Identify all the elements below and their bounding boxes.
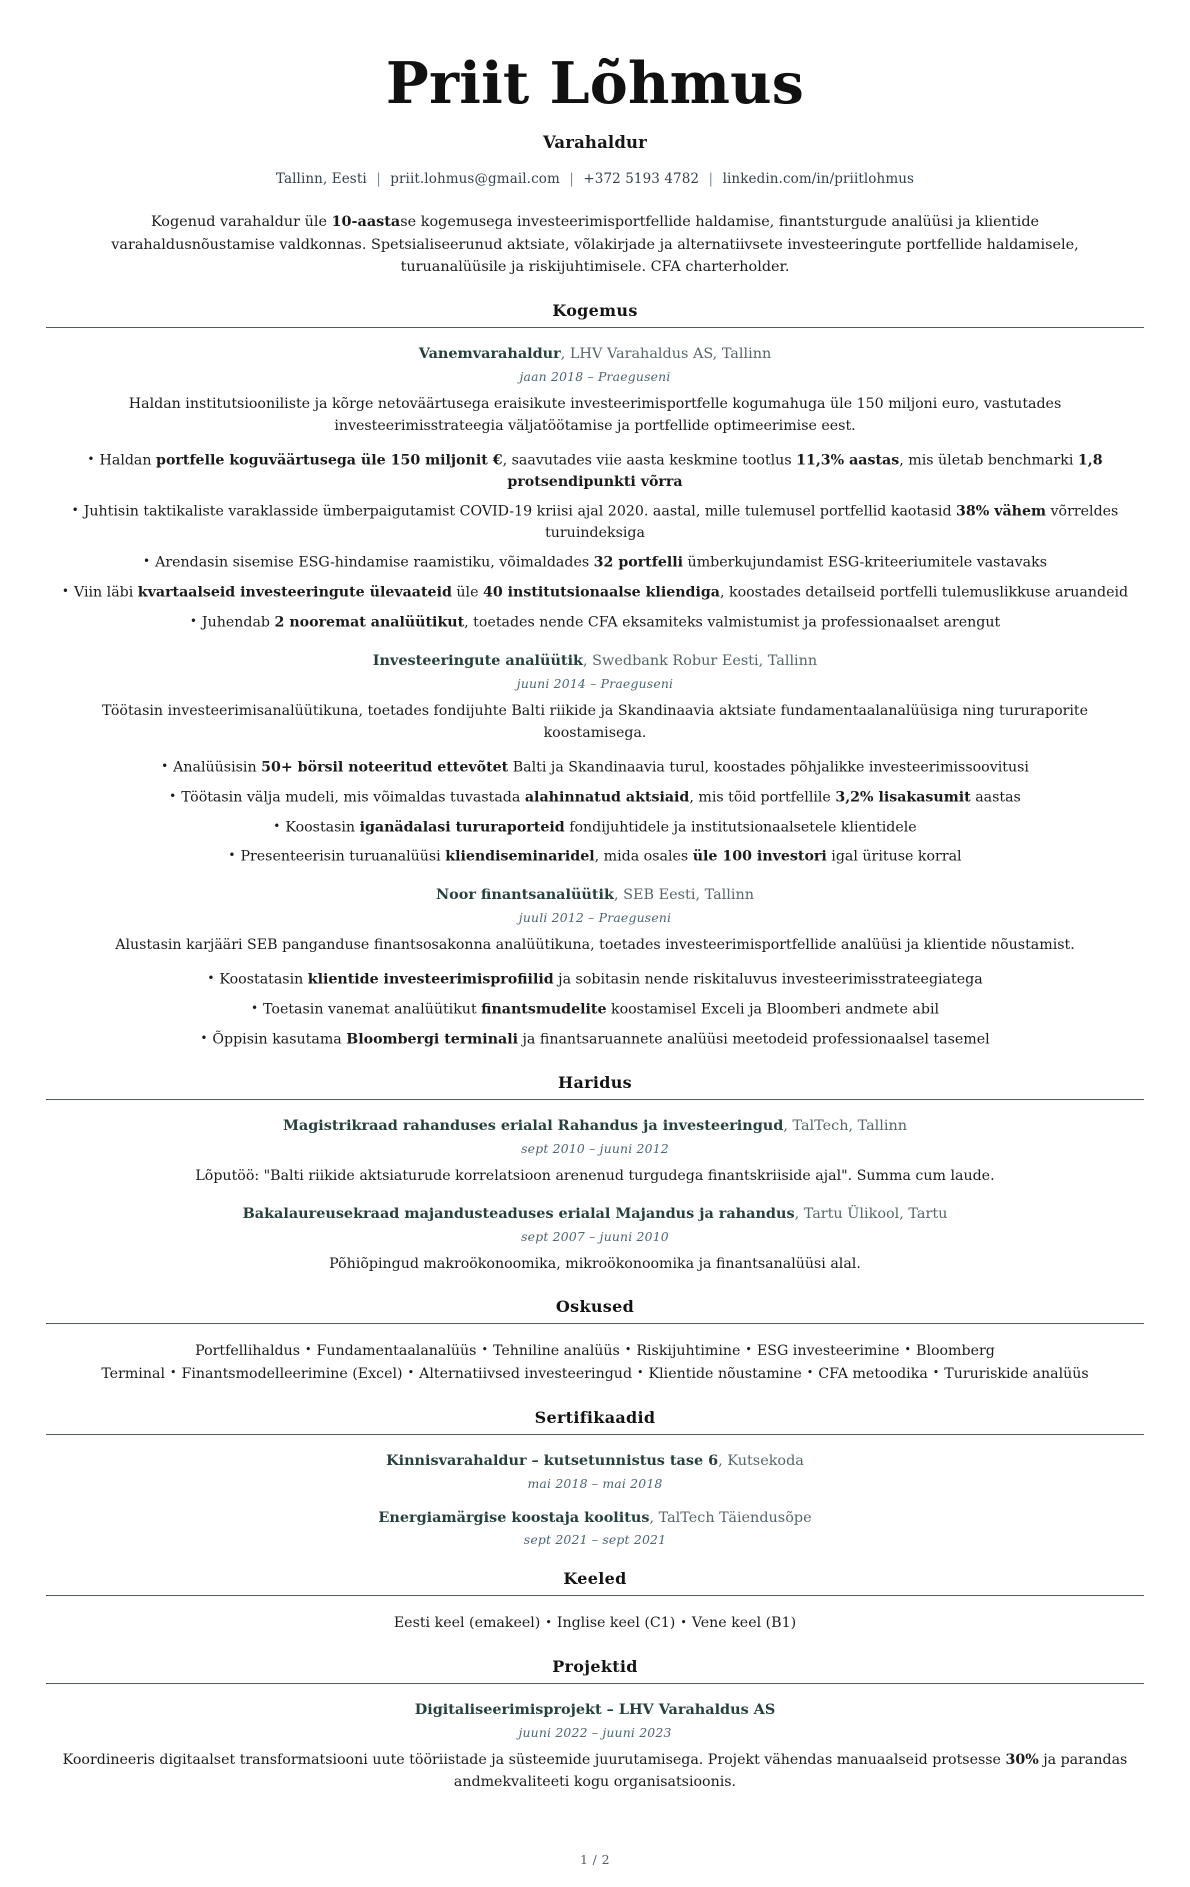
section-projects	[46, 1657, 1144, 1793]
list-item: Klientide nõustamine	[648, 1365, 802, 1382]
list-item: • Analüüsisin 50+ börsil noteeritud ettevõtet Balti ja Skandinaavia turul, koostades põhjalikke investeerimissoovitusi	[46, 757, 1144, 779]
entry-bullet-list	[46, 450, 1144, 634]
entry-role: Investeeringute analüütik	[372, 651, 584, 669]
section-divider	[46, 1323, 1144, 1324]
resume-entry	[46, 1508, 1144, 1548]
resume-entry	[46, 1700, 1144, 1793]
entry-organization: , TalTech Täiendusõpe	[649, 1509, 812, 1526]
contact-linkedin[interactable]: linkedin.com/in/priitlohmus	[722, 170, 915, 187]
section-divider	[46, 1099, 1144, 1100]
list-item: • Töötasin välja mudeli, mis võimaldas tuvastada alahinnatud aktsiaid, mis tõid portfellile 3,2% lisakasumit aastas	[46, 787, 1144, 809]
list-item: Inglise keel (C1)	[556, 1615, 676, 1632]
entry-description: Koordineeris digitaalset transformatsiooni uute tööriistade ja süsteemide juurutamisega. Projekt vähendas manuaalseid protsesse 30% ja parandas andmekvaliteeti kogu organisatsioonis.	[62, 1752, 1128, 1791]
list-item: Fundamentaalanalüüs	[316, 1342, 477, 1359]
bullet-separator-icon: •	[904, 1343, 912, 1357]
section-divider	[46, 327, 1144, 328]
resume-entry	[46, 1204, 1144, 1275]
bullet-separator-icon: •	[745, 1343, 752, 1357]
entry-headline	[46, 1508, 1144, 1529]
entry-dates: sept 2010 – juuni 2012	[521, 1140, 669, 1156]
job-title-subtitle: Varahaldur	[542, 132, 648, 152]
entry-headline	[46, 1451, 1144, 1472]
list-item: Tehniline analüüs	[492, 1342, 620, 1359]
section-experience	[46, 301, 1144, 1051]
contact-line	[46, 171, 1144, 187]
certificate-entries	[46, 1451, 1144, 1548]
list-item: • Arendasin sisemise ESG-hindamise raamistiku, võimaldades 32 portfelli ümberkujundamist ESG-kriteeriumitele vastavaks	[46, 552, 1144, 574]
contact-phone[interactable]: +372 5193 4782	[583, 170, 700, 187]
entry-bullet-list	[46, 757, 1144, 868]
section-heading-languages: Keeled	[563, 1569, 627, 1589]
section-heading-projects: Projektid	[552, 1657, 638, 1677]
bullet-separator-icon: •	[169, 1366, 177, 1380]
bullet-separator-icon: •	[481, 1343, 488, 1357]
resume-entry	[46, 885, 1144, 1050]
bullet-separator-icon: •	[680, 1615, 687, 1629]
entry-organization: , LHV Varahaldus AS, Tallinn	[560, 346, 772, 363]
entry-headline	[46, 1700, 1144, 1721]
entry-dates: sept 2007 – juuni 2010	[521, 1228, 669, 1244]
entry-role: Kinnisvarahaldur – kutsetunnistus tase 6	[386, 1451, 719, 1469]
entry-dates: juuli 2012 – Praeguseni	[518, 910, 672, 926]
entry-headline	[46, 651, 1144, 672]
list-item: Riskijuhtimine	[636, 1342, 741, 1359]
section-certificates	[46, 1408, 1144, 1548]
section-languages	[46, 1569, 1144, 1635]
list-item: • Juhendab 2 nooremat analüütikut, toetades nende CFA eksamiteks valmistumist ja professionaalset arengut	[46, 612, 1144, 634]
project-entries	[46, 1700, 1144, 1793]
entry-headline	[46, 344, 1144, 365]
entry-role: Vanemvarahaldur	[418, 345, 561, 363]
entry-organization: , Tartu Ülikool, Tartu	[794, 1205, 948, 1222]
skills-list	[46, 1340, 1144, 1386]
list-item: • Viin läbi kvartaalseid investeeringute ülevaateid üle 40 institutsionaalse kliendiga, koostades detailseid portfelli tulemuslikkuse aruandeid	[46, 582, 1144, 604]
section-heading-certificates: Sertifikaadid	[534, 1407, 656, 1427]
contact-email[interactable]: priit.lohmus@gmail.com	[390, 170, 560, 187]
bullet-separator-icon: •	[637, 1366, 644, 1380]
section-heading-experience: Kogemus	[552, 301, 638, 321]
entry-dates: mai 2018 – mai 2018	[527, 1475, 663, 1491]
contact-separator-1: |	[376, 170, 381, 187]
section-divider	[46, 1434, 1144, 1435]
entry-organization: , Swedbank Robur Eesti, Tallinn	[583, 652, 818, 669]
list-item: • Õppisin kasutama Bloombergi terminali ja finantsaruannete analüüsi meetodeid professionaalsel tasemel	[46, 1029, 1144, 1051]
bullet-separator-icon: •	[545, 1615, 552, 1629]
resume-entry	[46, 1116, 1144, 1187]
contact-location: Tallinn, Eesti	[275, 170, 367, 187]
list-item: Alternatiivsed investeeringud	[419, 1365, 633, 1382]
list-item: Finantsmodelleerimine (Excel)	[181, 1365, 403, 1382]
list-item: Eesti keel (emakeel)	[393, 1615, 541, 1632]
entry-description: Lõputöö: "Balti riikide aktsiaturude korrelatsioon arenenud turgudega finantskriiside ajal". Summa cum laude.	[195, 1167, 995, 1184]
entry-role: Energiamärgise koostaja koolitus	[378, 1508, 650, 1526]
page-title: Priit Lõhmus	[385, 50, 805, 117]
entry-description: Haldan institutsiooniliste ja kõrge netoväärtusega eraisikute investeerimisportfelle kogumahuga üle 150 miljoni euro, vastutades investeerimisstrateegia väljatöötamise ja portfellide optimeerimise eest.	[128, 395, 1062, 435]
entry-dates: sept 2021 – sept 2021	[523, 1532, 667, 1548]
section-heading-skills: Oskused	[555, 1296, 635, 1316]
education-entries	[46, 1116, 1144, 1275]
list-item: • Juhtisin taktikaliste varaklasside ümberpaigutamist COVID-19 kriisi ajal 2020. aastal, mille tulemusel portfellid kaotasid 38% vähem võrreldes turuindeksiga	[46, 501, 1144, 544]
entry-role: Digitaliseerimisprojekt – LHV Varahaldus AS	[414, 1701, 776, 1719]
entry-headline	[46, 885, 1144, 906]
list-item: • Koostatasin klientide investeerimisprofiilid ja sobitasin nende riskitaluvus investeerimisstrateegiatega	[46, 969, 1144, 991]
bullet-separator-icon: •	[407, 1366, 415, 1380]
list-item: ESG investeerimine	[756, 1342, 900, 1359]
resume-entry	[46, 651, 1144, 868]
entry-role: Noor finantsanalüütik	[435, 886, 614, 904]
list-item: Vene keel (B1)	[691, 1615, 797, 1632]
resume-entry	[46, 1451, 1144, 1491]
section-education	[46, 1073, 1144, 1275]
list-item: Bloomberg Terminal	[101, 1342, 995, 1382]
list-item: • Presenteerisin turuanalüüsi kliendiseminaridel, mida osales üle 100 investori igal ürituse korral	[46, 846, 1144, 868]
section-divider	[46, 1683, 1144, 1684]
list-item: Portfellihaldus	[195, 1342, 301, 1359]
section-divider	[46, 1595, 1144, 1596]
entry-headline	[46, 1116, 1144, 1137]
section-skills	[46, 1297, 1144, 1386]
contact-separator-2: |	[569, 170, 574, 187]
languages-list	[46, 1612, 1144, 1635]
experience-entries	[46, 344, 1144, 1051]
entry-organization: , SEB Eesti, Tallinn	[613, 887, 754, 904]
contact-separator-3: |	[708, 170, 714, 187]
list-item: • Koostasin iganädalasi tururaporteid fondijuhtidele ja institutsionaalsetele klientidele	[46, 817, 1144, 839]
list-item: Tururiskide analüüs	[944, 1365, 1089, 1382]
entry-role: Bakalaureusekraad majandusteaduses erialal Majandus ja rahandus	[242, 1204, 795, 1222]
entry-organization: , TalTech, Tallinn	[783, 1117, 908, 1134]
list-item: • Haldan portfelle koguväärtusega üle 150 miljonit €, saavutades viie aasta keskmine tootlus 11,3% aastas, mis ületab benchmarki 1,8 protsendipunkti võrra	[46, 450, 1144, 493]
entry-headline	[46, 1204, 1144, 1225]
page-indicator: 1 / 2	[579, 1851, 611, 1867]
bullet-separator-icon: •	[806, 1366, 814, 1380]
entry-description: Alustasin karjääri SEB panganduse finantsosakonna analüütikuna, toetades investeerimisportfellide analüüsi ja klientide nõustamist.	[115, 937, 1075, 954]
bullet-separator-icon: •	[305, 1343, 312, 1357]
entry-dates: jaan 2018 – Praeguseni	[519, 368, 671, 384]
entry-dates: juuni 2014 – Praeguseni	[516, 675, 674, 691]
bullet-separator-icon: •	[624, 1343, 632, 1357]
section-heading-education: Haridus	[558, 1072, 632, 1092]
entry-dates: juuni 2022 – juuni 2023	[518, 1725, 672, 1741]
professional-summary: Kogenud varahaldur üle 10-aastase kogemusega investeerimisportfellide haldamise, finantsturgude analüüsi ja klientide varahaldusnõustamise valdkonnas. Spetsialiseerunud aktsiate, võlakirjade ja alternatiivsete investeeringute portfellide haldamisele, turuanalüüsile ja riskijuhtimisele. CFA charterholder.	[111, 212, 1079, 276]
entry-bullet-list	[46, 969, 1144, 1050]
list-item: • Toetasin vanemat analüütikut finantsmudelite koostamisel Exceli ja Bloomberi andmete abil	[46, 999, 1144, 1021]
entry-role: Magistrikraad rahanduses erialal Rahandus ja investeeringud	[282, 1116, 784, 1134]
entry-organization: , Kutsekoda	[718, 1452, 804, 1469]
entry-description: Põhiõpingud makroökonoomika, mikroökonoomika ja finantsanalüüsi alal.	[329, 1255, 861, 1272]
bullet-separator-icon: •	[932, 1366, 940, 1380]
list-item: CFA metoodika	[818, 1365, 928, 1382]
resume-entry	[46, 344, 1144, 634]
entry-description: Töötasin investeerimisanalüütikuna, toetades fondijuhte Balti riikide ja Skandinaavia aktsiate fundamentaalanalüüsiga ning tururaporite koostamisega.	[101, 702, 1089, 741]
